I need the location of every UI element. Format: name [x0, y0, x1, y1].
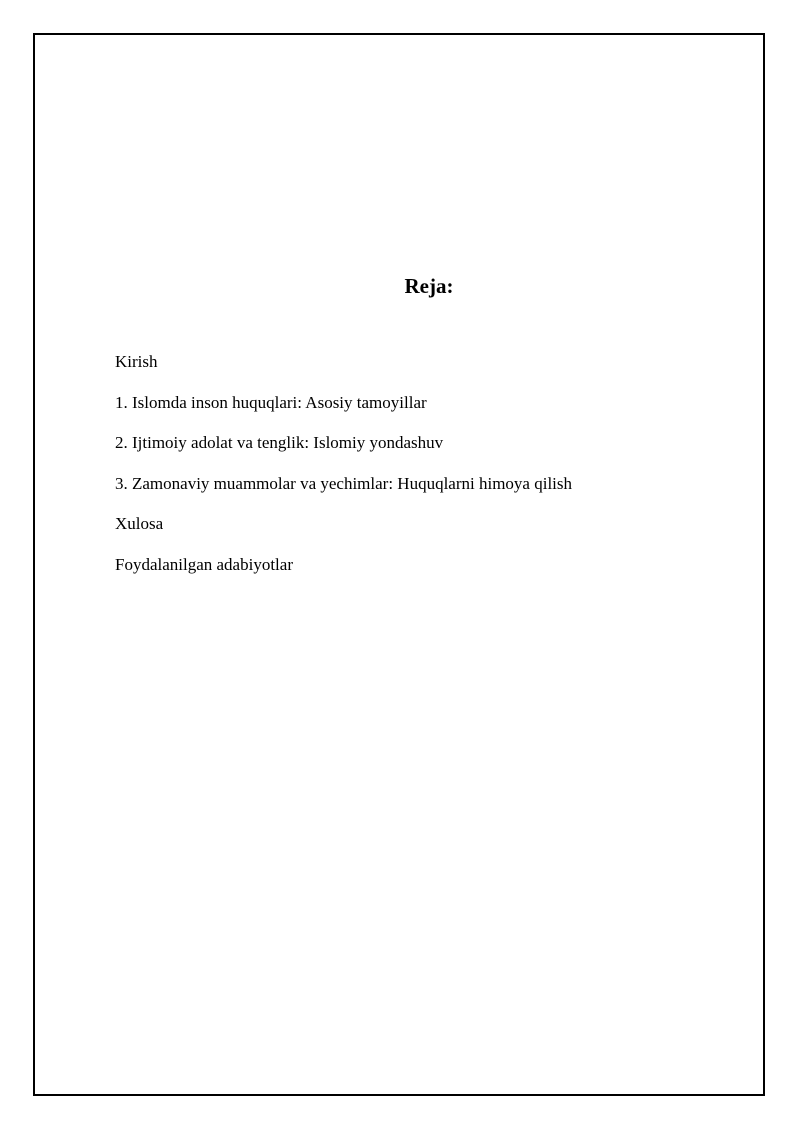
toc-item-3: 3. Zamonaviy muammolar va yechimlar: Huquqlarni himoya qilish [115, 473, 573, 493]
toc-item-introduction: Kirish [115, 352, 158, 371]
toc-item-conclusion: Xulosa [115, 514, 164, 534]
page-title: Reja: [404, 274, 454, 298]
toc-item-references: Foydalanilgan adabiyotlar [115, 554, 293, 574]
toc-item-1: 1. Islomda inson huquqlari: Asosiy tamoyillar [115, 392, 427, 412]
toc-item-2: 2. Ijtimoiy adolat va tenglik: Islomiy yondashuv [115, 433, 444, 453]
table-of-contents [115, 350, 572, 594]
